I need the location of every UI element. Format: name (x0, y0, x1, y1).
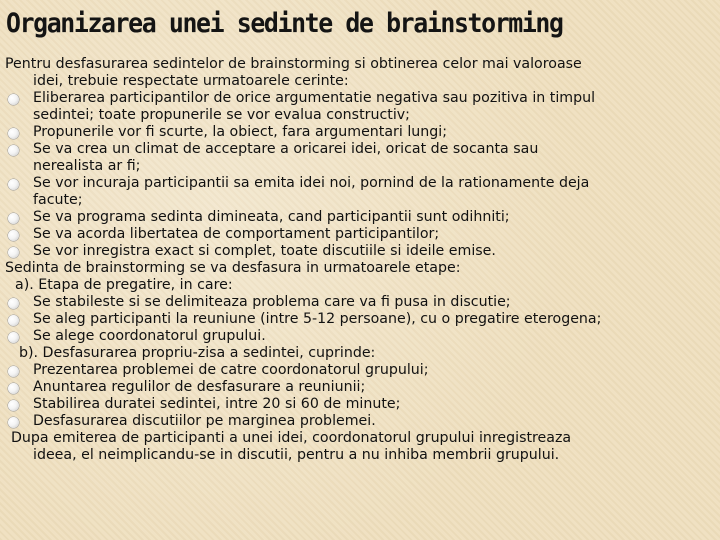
bullet-text: Se aleg participanti la reuniune (intre 5-12 persoane), cu o pregatire eterogena; (33, 311, 602, 327)
bullet-icon (8, 366, 19, 377)
bullet-text: Se stabileste si se delimiteaza problema care va fi pusa in discutie; (33, 294, 511, 310)
bullet-item (5, 124, 717, 141)
text-line: Pentru desfasurarea sedintelor de brainstorming si obtinerea celor mai valoroase (5, 56, 582, 72)
text-line: Sedinta de brainstorming se va desfasura in urmatoarele etape: (5, 260, 461, 276)
bullet-text: Se vor incuraja participantii sa emita idei noi, pornind de la rationamente deja (33, 175, 590, 191)
bullet-item (5, 328, 717, 345)
bullet-icon (8, 417, 19, 428)
stage-heading: a). Etapa de pregatire, in care: (15, 277, 233, 293)
bullet-icon (8, 298, 19, 309)
bullet-text: Eliberarea participantilor de orice argumentatie negativa sau pozitiva in timpul (33, 90, 596, 106)
bullet-icon (8, 145, 19, 156)
bullet-icon (8, 247, 19, 258)
bullet-icon (8, 315, 19, 326)
bullet-text: Se va programa sedinta dimineata, cand participantii sunt odihniti; (33, 209, 510, 225)
bullet-icon (8, 400, 19, 411)
text-line: idei, trebuie respectate urmatoarele cerinte: (33, 73, 349, 89)
bullet-icon (8, 179, 19, 190)
text-line: Dupa emiterea de participanti a unei idei, coordonatorul grupului inregistreaza (11, 430, 572, 446)
bullet-icon (8, 128, 19, 139)
bullet-icon (8, 230, 19, 241)
bullet-item (5, 175, 717, 192)
text-line: sedintei; toate propunerile se vor evalua constructiv; (33, 107, 410, 123)
text-line: ideea, el neimplicandu-se in discutii, pentru a nu inhiba membrii grupului. (33, 447, 560, 463)
slide-title: Organizarea unei sedinte de brainstorming (6, 8, 563, 39)
bullet-text: Prezentarea problemei de catre coordonatorul grupului; (33, 362, 429, 378)
bullet-icon (8, 383, 19, 394)
slide-body (5, 56, 717, 464)
bullet-text: Desfasurarea discutiilor pe marginea problemei. (33, 413, 376, 429)
bullet-icon (8, 94, 19, 105)
bullet-item (5, 226, 717, 243)
bullet-text: Se alege coordonatorul grupului. (33, 328, 266, 344)
text-line: facute; (33, 192, 83, 208)
text-line: nerealista ar fi; (33, 158, 141, 174)
bullet-icon (8, 332, 19, 343)
bullet-item (5, 413, 717, 430)
bullet-item (5, 379, 717, 396)
bullet-item (5, 243, 717, 260)
bullet-item (5, 141, 717, 158)
bullet-item (5, 396, 717, 413)
bullet-text: Stabilirea duratei sedintei, intre 20 si 60 de minute; (33, 396, 401, 412)
bullet-text: Se va crea un climat de acceptare a oricarei idei, oricat de socanta sau (33, 141, 539, 157)
bullet-text: Se vor inregistra exact si complet, toate discutiile si ideile emise. (33, 243, 496, 259)
bullet-text: Se va acorda libertatea de comportament participantilor; (33, 226, 440, 242)
bullet-item (5, 90, 717, 107)
bullet-item (5, 311, 717, 328)
bullet-text: Propunerile vor fi scurte, la obiect, fara argumentari lungi; (33, 124, 447, 140)
bullet-item (5, 362, 717, 379)
bullet-text: Anuntarea regulilor de desfasurare a reuniunii; (33, 379, 366, 395)
bullet-item (5, 294, 717, 311)
bullet-item (5, 209, 717, 226)
stage-heading: b). Desfasurarea propriu-zisa a sedintei, cuprinde: (19, 345, 376, 361)
bullet-icon (8, 213, 19, 224)
